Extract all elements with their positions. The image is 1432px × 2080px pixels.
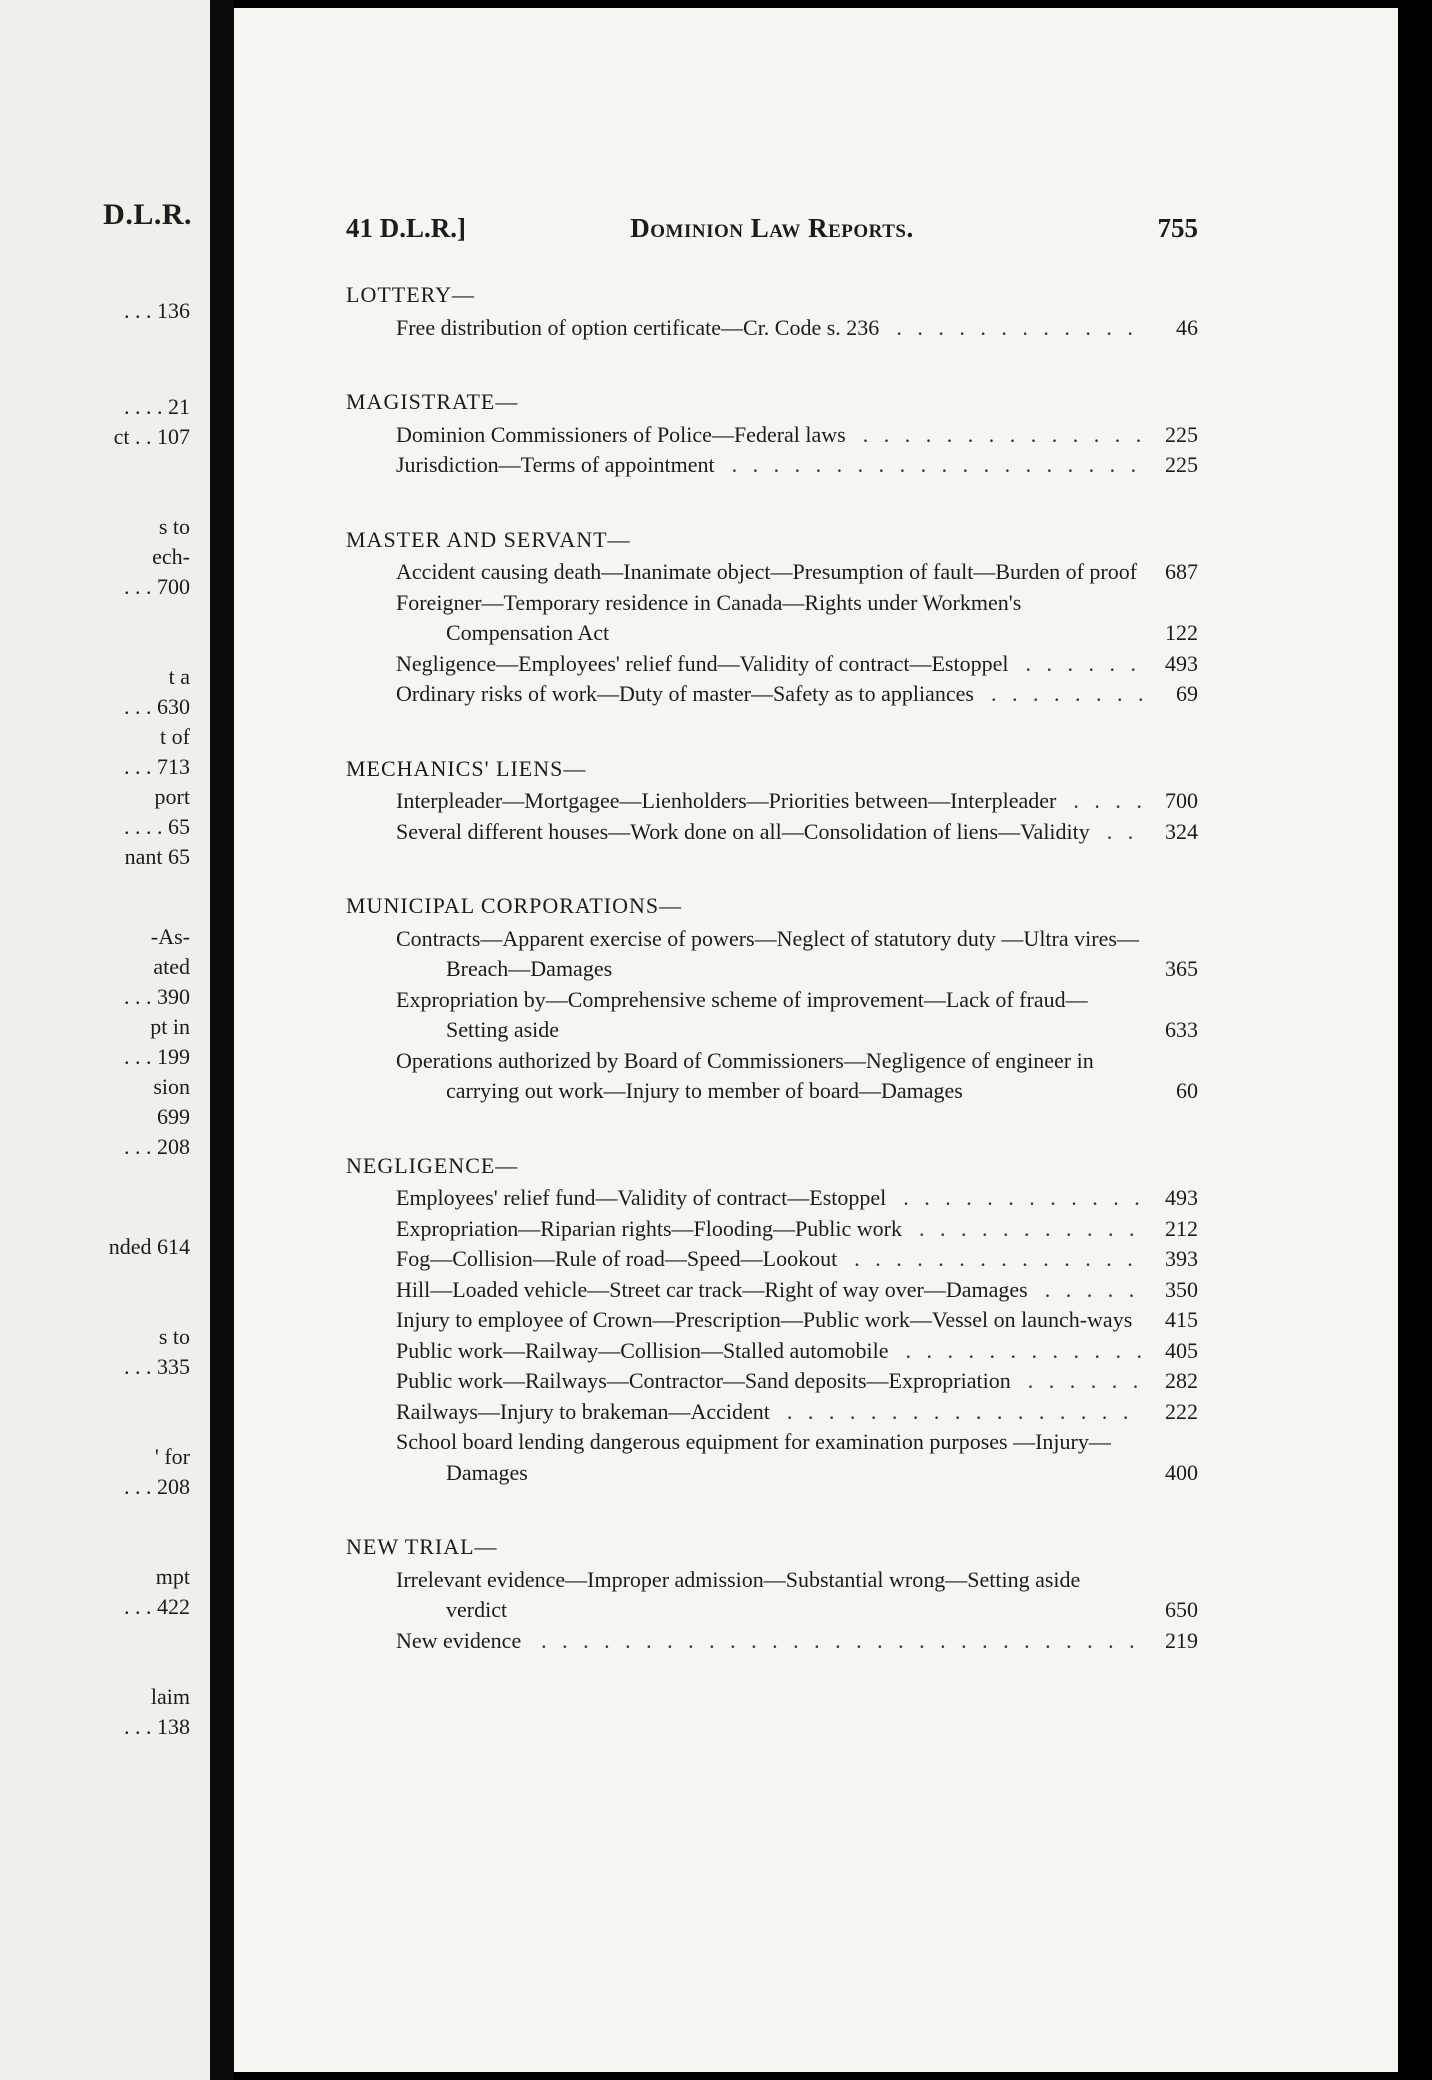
entry-page-reference: 405 — [1165, 1337, 1198, 1363]
leader-dots — [1141, 557, 1142, 588]
index-entry — [346, 557, 1198, 588]
left-page-fragment: s to — [158, 514, 190, 539]
entry-page-reference: 222 — [1165, 1398, 1198, 1424]
index-entry — [346, 1565, 1198, 1626]
leader-dots — [906, 1214, 1142, 1245]
left-page-fragment: . . . 208 — [124, 1474, 190, 1499]
entry-page-reference: 225 — [1165, 452, 1198, 477]
index-entry — [346, 1046, 1198, 1107]
index-entry — [346, 588, 1198, 649]
entry-text: Injury to employee of Crown—Prescription—Public work—Vessel on launch-ways — [396, 1307, 1133, 1332]
entry-line — [396, 1626, 1142, 1657]
index-entry — [346, 985, 1198, 1046]
entry-text: Expropriation—Riparian rights—Flooding—Public work — [396, 1215, 902, 1241]
entry-text: Hill—Loaded vehicle—Street car track—Right of way over—Damages — [396, 1276, 1028, 1302]
left-page-fragment: t a — [168, 664, 190, 689]
entry-page-reference: 687 — [1165, 559, 1198, 584]
leader-dots — [774, 1397, 1142, 1428]
entry-page-reference: 493 — [1165, 1185, 1198, 1210]
left-page-fragment: nded 614 — [108, 1234, 190, 1259]
index-section — [346, 387, 1198, 481]
index-entry — [346, 649, 1198, 680]
left-page-fragment: ' for — [154, 1444, 190, 1469]
left-page-fragment: . . . 422 — [124, 1594, 190, 1619]
entry-line — [396, 786, 1142, 817]
leader-dots — [1060, 786, 1142, 817]
entry-text: Railways—Injury to brakeman—Accident — [396, 1398, 770, 1424]
entry-text: Jurisdiction—Terms of appointment — [396, 452, 715, 477]
entry-page-reference: 122 — [1165, 620, 1198, 645]
index-entry — [346, 1244, 1198, 1275]
entry-line — [396, 1305, 1142, 1336]
entry-page-reference: 365 — [1165, 956, 1198, 981]
left-page-fragment: pt in — [150, 1014, 190, 1039]
index-section — [346, 280, 1198, 343]
entry-line — [396, 313, 1142, 344]
entry-text: Irrelevant evidence—Improper admission—Substantial wrong—Setting aside verdict — [396, 1566, 1081, 1622]
leader-dots — [1012, 649, 1142, 680]
entry-line — [396, 450, 1142, 481]
leader-dots — [1015, 1366, 1142, 1397]
entry-text: New evidence — [396, 1627, 522, 1653]
entry-text: Negligence—Employees' relief fund—Validity of contract—Estoppel — [396, 650, 1009, 676]
left-page-fragment: ated — [153, 954, 190, 979]
entry-line — [396, 1046, 1142, 1107]
section-heading: NEW TRIAL— — [346, 1534, 498, 1559]
section-heading: MECHANICS' LIENS— — [346, 755, 587, 781]
index-entry — [346, 1183, 1198, 1214]
leader-dots — [890, 1183, 1142, 1214]
entry-page-reference: 219 — [1165, 1627, 1198, 1653]
entry-line — [396, 557, 1142, 588]
entry-page-reference: 324 — [1165, 818, 1198, 844]
entry-page-reference: 69 — [1176, 681, 1198, 706]
index-section — [346, 754, 1198, 848]
entry-text: Fog—Collision—Rule of road—Speed—Lookout — [396, 1246, 838, 1271]
entry-page-reference: 393 — [1165, 1246, 1198, 1271]
leader-dots — [1136, 1305, 1142, 1336]
entry-text: Several different houses—Work done on all—Consolidation of liens—Validity — [396, 818, 1090, 844]
left-page-fragment: ct . . 107 — [113, 424, 190, 449]
book-gutter — [210, 0, 234, 2080]
left-page-fragment: . . . 390 — [124, 984, 190, 1009]
left-page-fragment: . . . 335 — [124, 1354, 190, 1379]
leader-dots — [1094, 817, 1142, 848]
section-heading: MASTER AND SERVANT— — [346, 526, 631, 552]
entry-text: Public work—Railways—Contractor—Sand deposits—Expropriation — [396, 1368, 1011, 1393]
leader-dots — [893, 1336, 1142, 1367]
left-page-fragment: t of — [160, 724, 190, 749]
entry-text: School board lending dangerous equipment for examination purposes —Injury—Damages — [396, 1429, 1111, 1485]
index-entry — [346, 1397, 1198, 1428]
entry-line — [396, 1565, 1142, 1626]
left-page-fragment: . . . 136 — [124, 298, 190, 323]
leader-dots — [978, 679, 1142, 710]
section-heading: MUNICIPAL CORPORATIONS— — [346, 893, 683, 918]
left-page-fragment: . . . 199 — [124, 1044, 190, 1069]
index-section — [346, 891, 1198, 1107]
entry-text: Public work—Railway—Collision—Stalled automobile — [396, 1337, 889, 1363]
entry-text: Operations authorized by Board of Commissioners—Negligence of engineer in carrying out work—Injury to member of board—Damages — [396, 1047, 1094, 1103]
previous-page-strip — [0, 0, 210, 2080]
index-entry — [346, 786, 1198, 817]
left-running-head: D.L.R. — [103, 198, 192, 231]
entry-line — [396, 1275, 1142, 1306]
entry-page-reference: 415 — [1165, 1307, 1198, 1332]
index-entry — [346, 1336, 1198, 1367]
index-entry — [346, 450, 1198, 481]
index-section — [346, 1532, 1198, 1656]
entry-page-reference: 350 — [1165, 1276, 1198, 1302]
entry-line — [396, 924, 1142, 985]
section-heading: NEGLIGENCE— — [346, 1152, 519, 1178]
index-entry — [346, 1366, 1198, 1397]
entry-page-reference: 400 — [1165, 1459, 1198, 1485]
entry-line — [396, 1397, 1142, 1428]
entry-text: Free distribution of option certificate—Cr. Code s. 236 — [396, 314, 880, 340]
running-header — [346, 213, 1198, 249]
entry-line — [396, 420, 1142, 451]
leader-dots — [1032, 1275, 1142, 1306]
leader-dots — [528, 1626, 1142, 1657]
left-page-fragment: sion — [153, 1074, 190, 1099]
index-section — [346, 1151, 1198, 1489]
index-page — [234, 8, 1414, 2072]
entry-page-reference: 700 — [1165, 788, 1198, 813]
index-entry — [346, 1214, 1198, 1245]
left-page-fragment: ech- — [152, 544, 190, 569]
left-page-fragment: . . . 713 — [124, 754, 190, 779]
index-entry — [346, 1275, 1198, 1306]
entry-text: Expropriation by—Comprehensive scheme of improvement—Lack of fraud—Setting aside — [396, 986, 1088, 1042]
leader-dots — [841, 1244, 1142, 1275]
entry-page-reference: 282 — [1165, 1368, 1198, 1393]
entry-line — [396, 817, 1142, 848]
entry-line — [396, 649, 1142, 680]
entry-text: Contracts—Apparent exercise of powers—Neglect of statutory duty —Ultra vires—Breach—Damages — [396, 925, 1139, 981]
index-entry — [346, 1305, 1198, 1336]
left-page-fragment: s to — [158, 1324, 190, 1349]
left-page-fragment: . . . . 21 — [124, 394, 190, 419]
left-page-fragment: . . . 700 — [124, 574, 190, 599]
entry-page-reference: 493 — [1165, 650, 1198, 676]
leader-dots — [719, 450, 1142, 481]
entry-text: Accident causing death—Inanimate object—Presumption of fault—Burden of proof — [396, 559, 1138, 584]
left-page-fragment: . . . 138 — [124, 1714, 190, 1739]
left-page-fragment: nant 65 — [124, 844, 190, 869]
left-page-fragment: . . . 630 — [124, 694, 190, 719]
right-margin-shadow — [1398, 0, 1432, 2080]
index-entry — [346, 817, 1198, 848]
section-heading: MAGISTRATE— — [346, 389, 519, 414]
entry-line — [396, 1336, 1142, 1367]
page-number: 755 — [1157, 213, 1198, 243]
entry-text: Dominion Commissioners of Police—Federal laws — [396, 421, 846, 447]
entry-page-reference: 633 — [1165, 1017, 1198, 1042]
entry-page-reference: 60 — [1176, 1078, 1198, 1103]
entry-text: Foreigner—Temporary residence in Canada—Rights under Workmen's Compensation Act — [396, 589, 1022, 645]
entry-line — [396, 679, 1142, 710]
left-page-fragment: 699 — [157, 1104, 190, 1129]
left-page-fragment: mpt — [155, 1564, 190, 1589]
index-entry — [346, 924, 1198, 985]
leader-dots — [850, 420, 1142, 451]
entry-page-reference: 650 — [1165, 1597, 1198, 1622]
index-entry — [346, 420, 1198, 451]
index-entry — [346, 1626, 1198, 1657]
entry-line — [396, 588, 1142, 649]
entry-line — [396, 1244, 1142, 1275]
left-page-fragment: laim — [150, 1684, 190, 1709]
index-section — [346, 525, 1198, 710]
section-heading: LOTTERY— — [346, 282, 475, 307]
left-page-fragment: -As- — [150, 924, 190, 949]
index-entry — [346, 1427, 1198, 1488]
entry-line — [396, 1366, 1142, 1397]
left-page-fragment: . . . 208 — [124, 1134, 190, 1159]
entry-line — [396, 985, 1142, 1046]
entry-line — [396, 1183, 1142, 1214]
entry-text: Interpleader—Mortgagee—Lienholders—Priorities between—Interpleader — [396, 788, 1057, 813]
volume-reference: 41 D.L.R.] — [346, 213, 466, 243]
left-page-fragment: . . . . 65 — [124, 814, 190, 839]
entry-page-reference: 46 — [1176, 314, 1198, 340]
publication-title: Dominion Law Reports. — [630, 213, 914, 243]
entry-page-reference: 212 — [1165, 1215, 1198, 1241]
subject-index — [346, 280, 1198, 1700]
entry-line — [396, 1214, 1142, 1245]
entry-page-reference: 225 — [1165, 421, 1198, 447]
leader-dots — [883, 313, 1142, 344]
entry-line — [396, 1427, 1142, 1488]
entry-text: Ordinary risks of work—Duty of master—Safety as to appliances — [396, 681, 974, 706]
index-entry — [346, 313, 1198, 344]
entry-text: Employees' relief fund—Validity of contract—Estoppel — [396, 1185, 887, 1210]
left-page-fragment: port — [154, 784, 190, 809]
index-entry — [346, 679, 1198, 710]
